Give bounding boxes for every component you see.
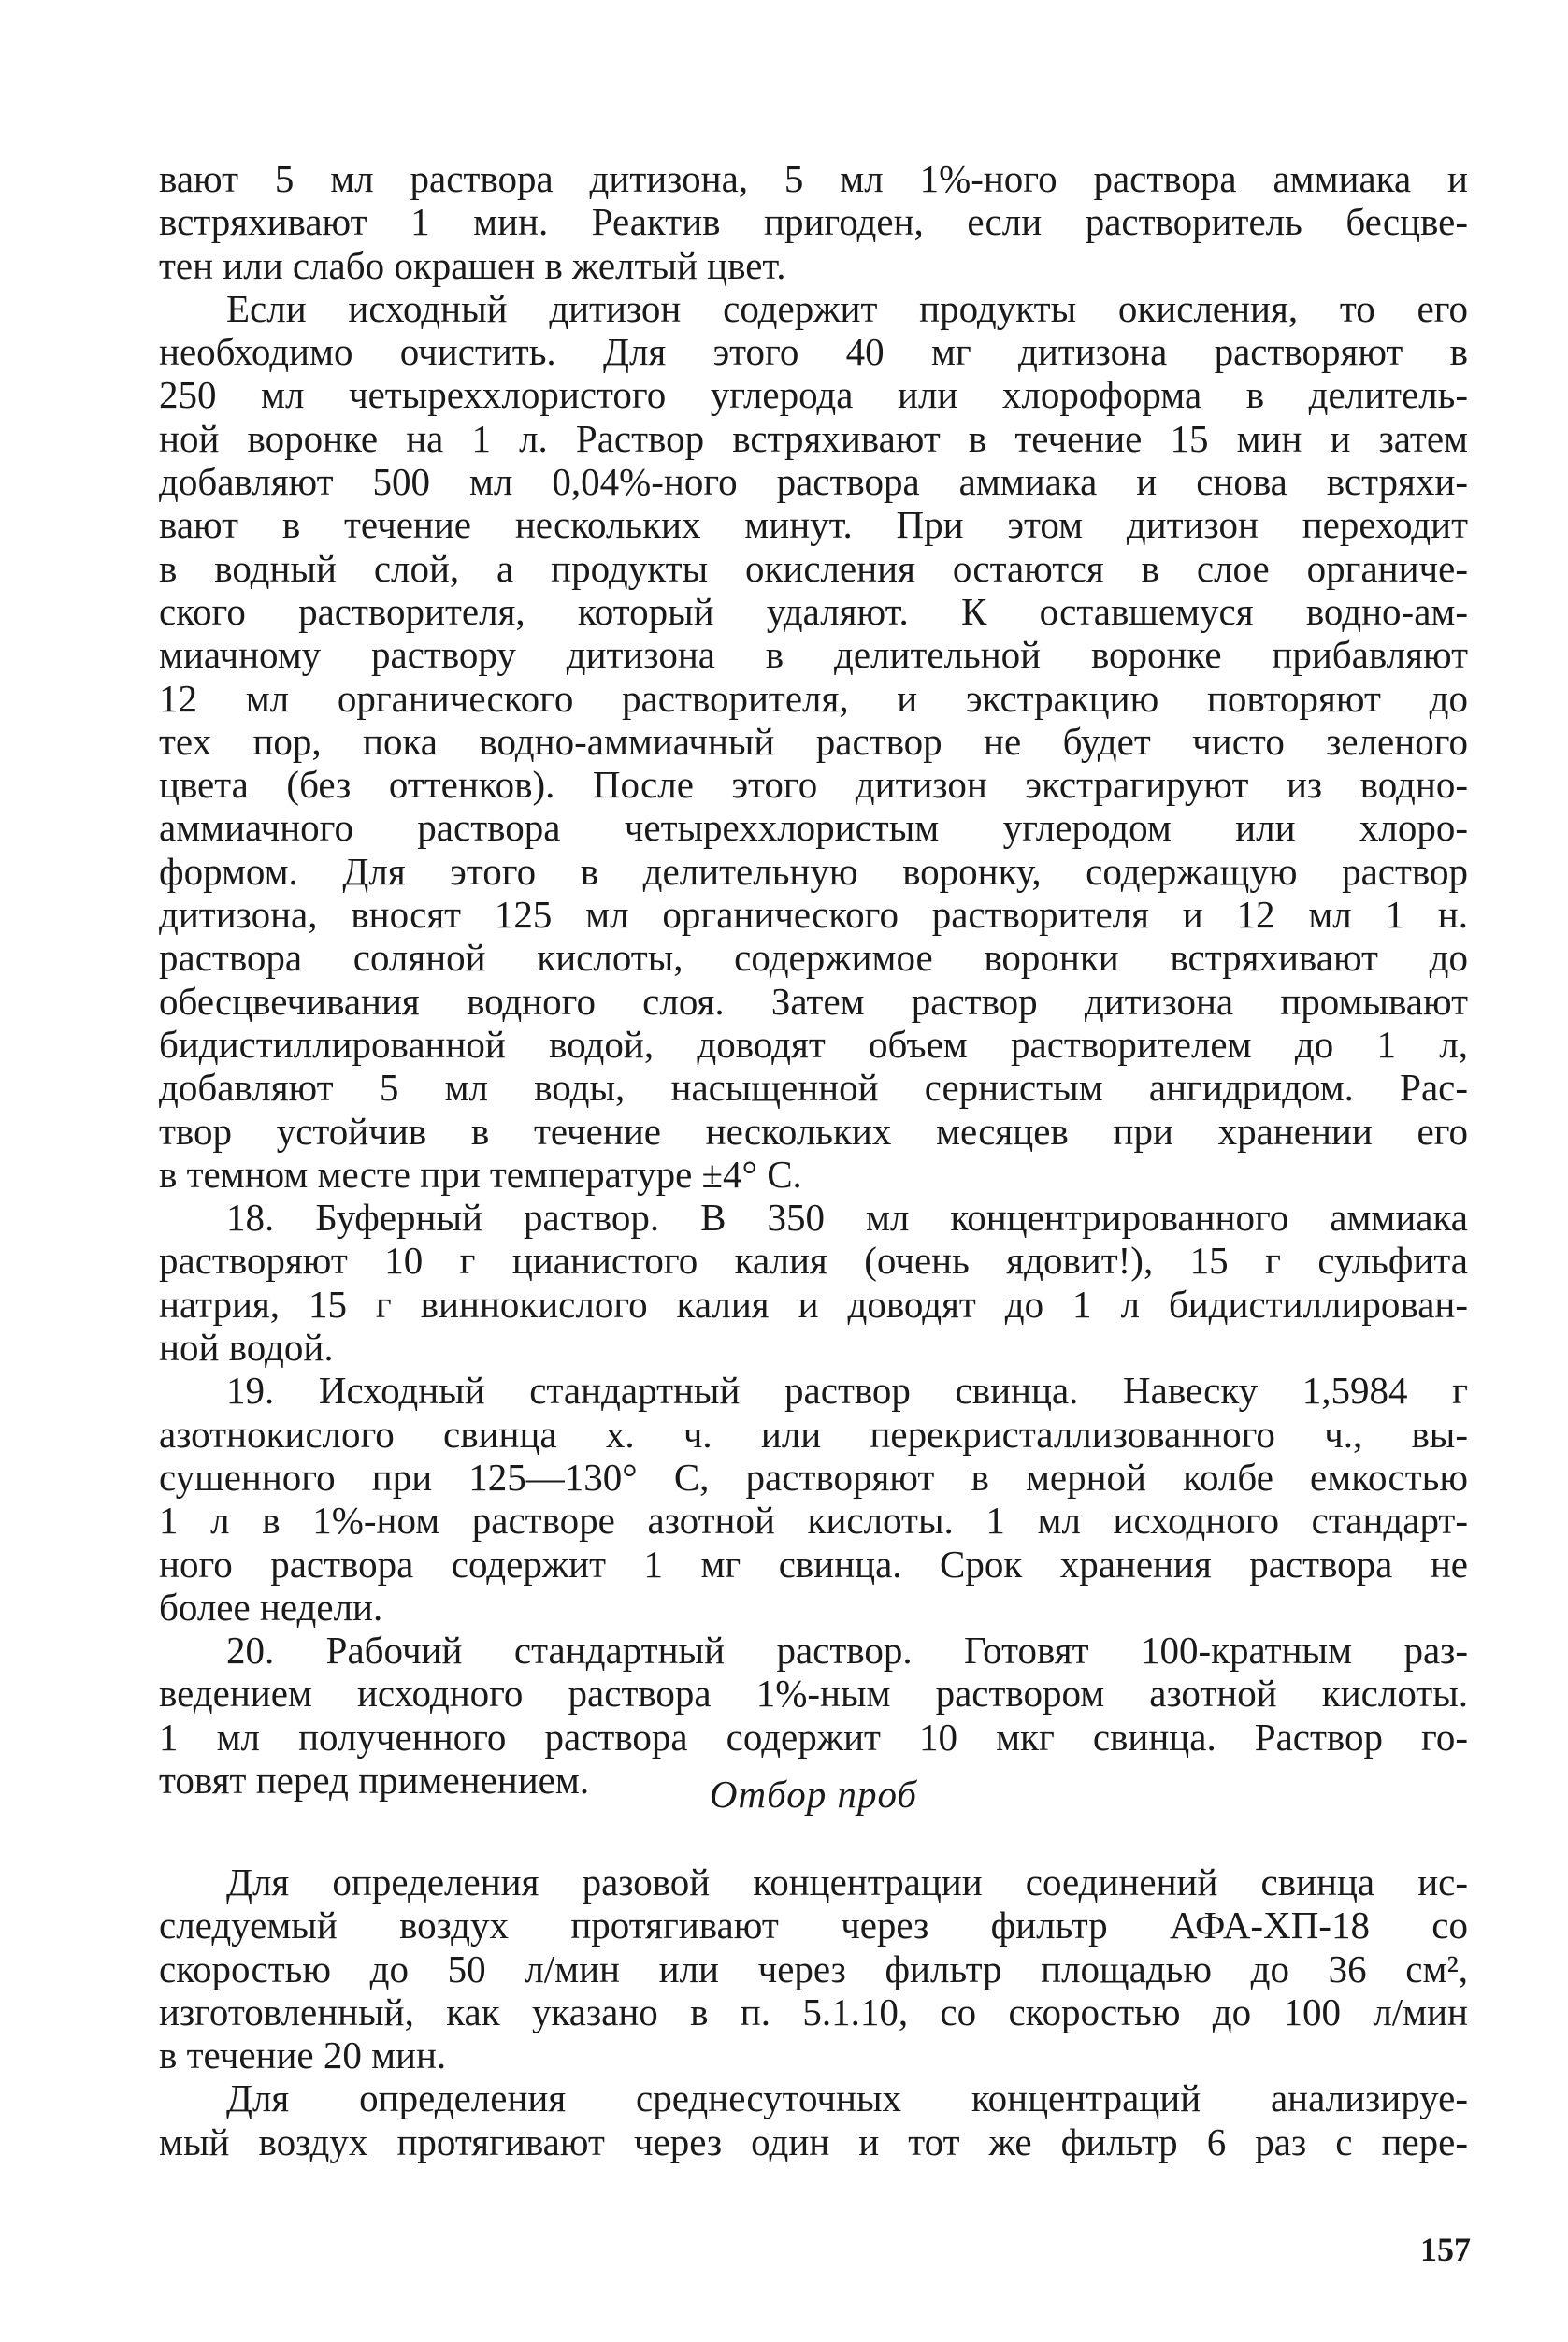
text-line: обесцвечивания водного слоя. Затем раствор дитизона промывают	[159, 979, 1468, 1023]
text-line: добавляют 5 мл воды, насыщенной сернистым ангидридом. Рас-	[159, 1066, 1468, 1110]
text-block-sampling	[159, 1861, 1468, 2163]
text-line: Если исходный дитизон содержит продукты окисления, то его	[226, 286, 1468, 330]
text-line: Для определения среднесуточных концентраций анализируе-	[226, 2076, 1468, 2120]
text-line: следуемый воздух протягивают через фильтр АФА-ХП-18 со	[159, 1904, 1468, 1947]
text-line: формом. Для этого в делительную воронку, содержащую раствор	[159, 849, 1468, 893]
text-line: 20. Рабочий стандартный раствор. Готовят 100-кратным раз-	[226, 1629, 1468, 1673]
text-line: 1 л в 1%-ном растворе азотной кислоты. 1 мл исходного стандарт-	[159, 1499, 1468, 1543]
text-line: аммиачного раствора четыреххлористым углеродом или хлоро-	[159, 806, 1468, 850]
text-line: 18. Буферный раствор. В 350 мл концентрированного аммиака	[226, 1196, 1468, 1240]
text-line: вают в течение нескольких минут. При этом дитизон переходит	[159, 503, 1468, 547]
text-line: 12 мл органического растворителя, и экстракцию повторяют до	[159, 676, 1468, 720]
text-line: добавляют 500 мл 0,04%-ного раствора аммиака и снова встряхи-	[159, 460, 1468, 504]
text-line: мый воздух протягивают через один и тот же фильтр 6 раз с пере-	[159, 2119, 1468, 2163]
text-line: цвета (без оттенков). После этого дитизон экстрагируют из водно-	[159, 763, 1468, 807]
page-number: 157	[1420, 2231, 1471, 2268]
text-line: тен или слабо окрашен в желтый цвет.	[159, 243, 786, 287]
text-line: сушенного при 125—130° С, растворяют в мерной колбе емкостью	[159, 1455, 1468, 1499]
text-line: 1 мл полученного раствора содержит 10 мкг свинца. Раствор го-	[159, 1715, 1468, 1759]
text-line: ского растворителя, который удаляют. К оставшемуся водно-ам-	[159, 589, 1468, 633]
text-line: в водный слой, а продукты окисления остаются в слое органиче-	[159, 546, 1468, 590]
text-line: встряхивают 1 мин. Реактив пригоден, если растворитель бесцве-	[159, 200, 1468, 244]
text-line: 19. Исходный стандартный раствор свинца. Навеску 1,5984 г	[226, 1369, 1468, 1413]
text-line: азотнокислого свинца х. ч. или перекристаллизованного ч., вы-	[159, 1412, 1468, 1456]
text-line: бидистиллированной водой, доводят объем растворителем до 1 л,	[159, 1022, 1468, 1066]
text-line: скоростью до 50 л/мин или через фильтр площадью до 36 см²,	[159, 1947, 1468, 1990]
text-line: миачному раствору дитизона в делительной воронке прибавляют	[159, 633, 1468, 677]
text-line: 250 мл четыреххлористого углерода или хлороформа в делитель-	[159, 373, 1468, 417]
text-line: ного раствора содержит 1 мг свинца. Срок хранения раствора не	[159, 1542, 1468, 1586]
text-line: ной водой.	[159, 1326, 334, 1370]
text-line: ведением исходного раствора 1%-ным раствором азотной кислоты.	[159, 1672, 1468, 1716]
text-line: растворяют 10 г цианистого калия (очень ядовит!), 15 г сульфита	[159, 1239, 1468, 1283]
text-line: в темном месте при температуре ±4° С.	[159, 1152, 802, 1196]
text-line: необходимо очистить. Для этого 40 мг дитизона растворяют в	[159, 330, 1468, 374]
text-line: в течение 20 мин.	[159, 2033, 447, 2077]
text-block-reagents	[159, 157, 1468, 1802]
text-line: более недели.	[159, 1585, 383, 1629]
text-line: Для определения разовой концентрации соединений свинца ис-	[226, 1861, 1468, 1904]
text-line: товят перед применением.	[159, 1758, 590, 1802]
text-line: тех пор, пока водно-аммиачный раствор не будет чисто зеленого	[159, 719, 1468, 763]
text-line: вают 5 мл раствора дитизона, 5 мл 1%-ного раствора аммиака и	[159, 157, 1468, 200]
text-line: ной воронке на 1 л. Раствор встряхивают в течение 15 мин и затем	[159, 416, 1468, 460]
text-line: раствора соляной кислоты, содержимое воронки встряхивают до	[159, 936, 1468, 980]
section-heading: Отбор проб	[709, 1773, 918, 1816]
text-line: изготовленный, как указано в п. 5.1.10, со скоростью до 100 л/мин	[159, 1990, 1468, 2033]
text-line: дитизона, вносят 125 мл органического растворителя и 12 мл 1 н.	[159, 893, 1468, 937]
text-line: натрия, 15 г виннокислого калия и доводят до 1 л бидистиллирован-	[159, 1282, 1468, 1326]
text-line: твор устойчив в течение нескольких месяцев при хранении его	[159, 1109, 1468, 1153]
